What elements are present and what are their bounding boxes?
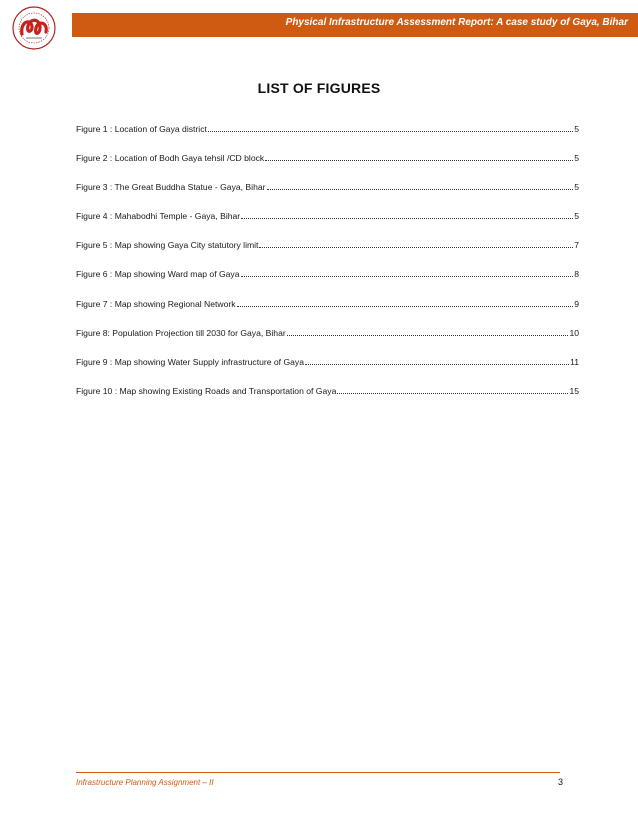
figure-entry[interactable] (76, 299, 579, 314)
figure-entry-label[interactable]: Figure 6 : Map showing Ward map of Gaya (76, 269, 240, 280)
figure-entry-label[interactable]: Figure 5 : Map showing Gaya City statutory limit (76, 240, 259, 251)
dot-leader (241, 212, 573, 219)
dot-leader (237, 300, 574, 307)
figure-entry-label[interactable]: Figure 2 : Location of Bodh Gaya tehsil /CD block (76, 153, 265, 164)
figure-entry-label[interactable]: Figure 4 : Mahabodhi Temple - Gaya, Bihar (76, 211, 241, 222)
figure-entry-label[interactable]: Figure 9 : Map showing Water Supply infrastructure of Gaya (76, 356, 304, 367)
figure-list (76, 124, 579, 415)
institute-seal-logo-icon (6, 4, 70, 52)
dot-leader (241, 270, 574, 277)
dot-leader (259, 241, 573, 248)
figure-entry[interactable] (76, 357, 579, 372)
figure-entry-page[interactable]: 11 (570, 356, 579, 367)
header-bar (72, 13, 638, 37)
figure-entry-label[interactable]: Figure 3 : The Great Buddha Statue - Gaya, Bihar (76, 182, 266, 193)
figure-entry-page[interactable]: 15 (569, 385, 579, 396)
figure-entry[interactable] (76, 328, 579, 343)
footer-text: Infrastructure Planning Assignment – II (76, 778, 214, 787)
dot-leader (208, 125, 573, 132)
figure-entry-page[interactable]: 5 (574, 153, 579, 164)
figure-entry[interactable] (76, 182, 579, 197)
figure-entry[interactable] (76, 211, 579, 226)
figure-entry-page[interactable]: 7 (574, 240, 579, 251)
figure-entry-page[interactable]: 5 (574, 182, 579, 193)
figure-entry-label[interactable]: Figure 10 : Map showing Existing Roads and Transportation of Gaya (76, 385, 337, 396)
dot-leader (287, 329, 569, 336)
header-title: Physical Infrastructure Assessment Report: A case study of Gaya, Bihar (285, 17, 628, 28)
dot-leader (337, 387, 568, 394)
footer-divider (76, 772, 560, 773)
figure-entry[interactable] (76, 386, 579, 401)
figure-entry[interactable] (76, 269, 579, 284)
figure-entry[interactable] (76, 153, 579, 168)
figure-entry-label[interactable]: Figure 1 : Location of Gaya district (76, 124, 207, 134)
figure-entry-page[interactable]: 5 (574, 124, 579, 134)
dot-leader (267, 183, 574, 190)
figure-entry-page[interactable]: 8 (574, 269, 579, 280)
figure-entry-label[interactable]: Figure 8: Population Projection till 2030 for Gaya, Bihar (76, 327, 286, 338)
figure-entry[interactable] (76, 240, 579, 255)
figure-entry[interactable] (76, 124, 579, 139)
dot-leader (305, 358, 569, 365)
figure-entry-page[interactable]: 9 (574, 298, 579, 309)
figure-entry-page[interactable]: 10 (569, 327, 579, 338)
page-title: LIST OF FIGURES (257, 80, 381, 96)
figure-entry-page[interactable]: 5 (574, 211, 579, 222)
figure-entry-label[interactable]: Figure 7 : Map showing Regional Network (76, 298, 236, 309)
page-number: 3 (558, 777, 564, 787)
dot-leader (265, 154, 573, 161)
